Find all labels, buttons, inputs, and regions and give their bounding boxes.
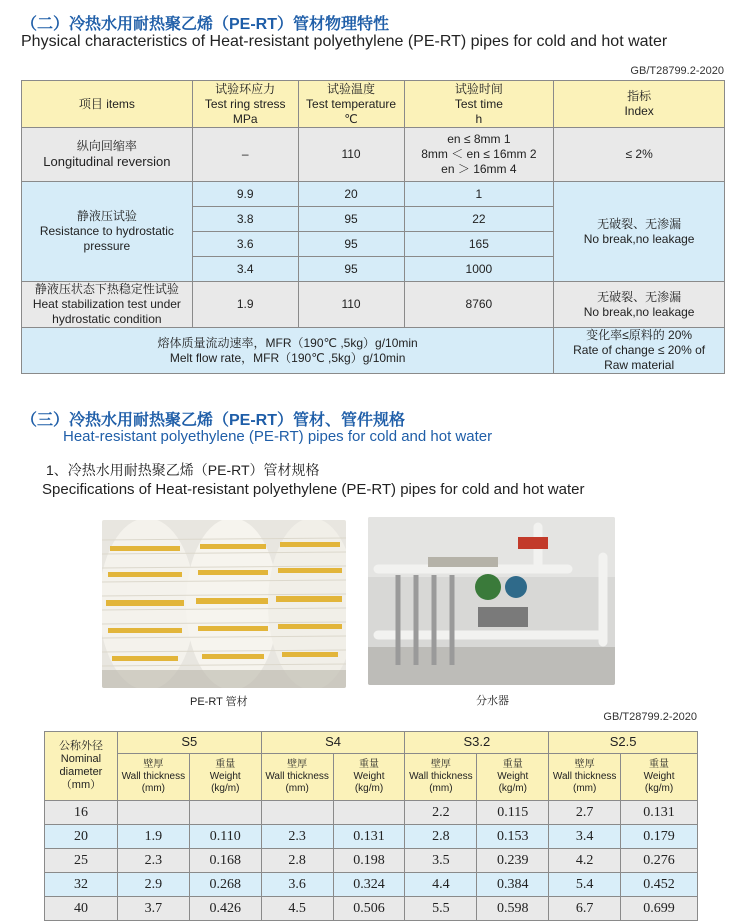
cell: 110 [298, 128, 404, 182]
cell: 5.4 [549, 873, 621, 897]
section2-title-en: Physical characteristics of Heat-resistant polyethylene (PE-RT) pipes for cold and hot water [21, 33, 668, 50]
cell: 0.131 [333, 825, 405, 849]
table-row [45, 825, 698, 849]
cell: 0.598 [477, 897, 549, 921]
header-weight: 重量 Weight (kg/m) [189, 754, 261, 801]
cell: 0.452 [621, 873, 698, 897]
cell: 2.2 [405, 801, 477, 825]
cell: 3.4 [192, 257, 298, 282]
cell: 8760 [404, 282, 554, 328]
cell: 0.198 [333, 849, 405, 873]
cell: 0.506 [333, 897, 405, 921]
cell [117, 801, 189, 825]
cell: 0.179 [621, 825, 698, 849]
header-thickness: 壁厚 Wall thickness (mm) [405, 754, 477, 801]
table-row [22, 328, 725, 374]
cell-diameter: 40 [45, 897, 118, 921]
cell: 1 [404, 182, 554, 207]
cell: 1.9 [192, 282, 298, 328]
cell: 95 [298, 257, 404, 282]
cell-heat-index: 无破裂、无渗漏 No break,no leakage [554, 282, 725, 328]
cell: 0.426 [189, 897, 261, 921]
cell: 0.268 [189, 873, 261, 897]
cell-time-ranges: en ≤ 8mm 1 8mm ＜ en ≤ 16mm 2 en ＞ 16mm 4 [404, 128, 554, 182]
cell: 3.6 [261, 873, 333, 897]
section2-title-cn: （二）冷热水用耐热聚乙烯（PE-RT）管材物理特性 [21, 16, 390, 33]
table-header-row [22, 81, 725, 128]
header-temp: 试验温度 Test temperature ℃ [298, 81, 404, 128]
header-weight: 重量 Weight (kg/m) [477, 754, 549, 801]
pipe-coils-photo [102, 520, 346, 688]
row-label-hydrostatic: 静液压试验 Resistance to hydrostatic pressure [22, 182, 193, 282]
table-row [22, 182, 725, 207]
header-thickness: 壁厚 Wall thickness (mm) [549, 754, 621, 801]
row-label-longitudinal: 纵向回缩率 Longitudinal reversion [22, 128, 193, 182]
cell-diameter: 20 [45, 825, 118, 849]
cell-hydro-index: 无破裂、无渗漏 No break,no leakage [554, 182, 725, 282]
standard-ref: GB/T28799.2-2020 [630, 65, 724, 77]
cell: 0.131 [621, 801, 698, 825]
table-row [45, 873, 698, 897]
header-series-s2-5: S2.5 [549, 732, 698, 754]
cell: 9.9 [192, 182, 298, 207]
cell: 5.5 [405, 897, 477, 921]
section3-title-en: Heat-resistant polyethylene (PE-RT) pipes for cold and hot water [63, 428, 493, 445]
cell: 2.7 [549, 801, 621, 825]
cell: 0.699 [621, 897, 698, 921]
table-row [45, 897, 698, 921]
cell-diameter: 32 [45, 873, 118, 897]
cell: 165 [404, 232, 554, 257]
header-weight: 重量 Weight (kg/m) [621, 754, 698, 801]
cell: 0.324 [333, 873, 405, 897]
row-label-heat-stabilization: 静液压状态下热稳定性试验 Heat stabilization test under hydrostatic condition [22, 282, 193, 328]
cell: 95 [298, 207, 404, 232]
header-index: 指标 Index [554, 81, 725, 128]
subsection-title-en: Specifications of Heat-resistant polyethylene (PE-RT) pipes for cold and hot water [42, 481, 585, 498]
table-row [22, 128, 725, 182]
manifold-image [368, 517, 615, 685]
pipe-coils-image [102, 520, 346, 688]
header-thickness: 壁厚 Wall thickness (mm) [261, 754, 333, 801]
cell: 0.276 [621, 849, 698, 873]
cell: 2.3 [117, 849, 189, 873]
cell: 20 [298, 182, 404, 207]
header-diameter: 公称外径 Nominal diameter （mm） [45, 732, 118, 801]
cell: 3.8 [192, 207, 298, 232]
cell-mfr-index: 变化率≤原料的 20% Rate of change ≤ 20% of Raw material [554, 328, 725, 374]
cell: 1.9 [117, 825, 189, 849]
cell: 3.6 [192, 232, 298, 257]
cell: 2.8 [261, 849, 333, 873]
standard-ref-2: GB/T28799.2-2020 [603, 711, 697, 723]
cell: – [192, 128, 298, 182]
manifold-photo [368, 517, 615, 685]
cell [333, 801, 405, 825]
cell: 0.115 [477, 801, 549, 825]
subsection-title-cn: 1、冷热水用耐热聚乙烯（PE-RT）管材规格 [46, 462, 320, 478]
cell: 2.3 [261, 825, 333, 849]
cell: ≤ 2% [554, 128, 725, 182]
pipe-spec-table [44, 731, 698, 921]
caption-manifold: 分水器 [476, 695, 509, 707]
cell-diameter: 25 [45, 849, 118, 873]
table-subheader-row [45, 754, 698, 801]
cell: 0.239 [477, 849, 549, 873]
spec-table-body [45, 801, 698, 921]
cell: 6.7 [549, 897, 621, 921]
cell: 2.9 [117, 873, 189, 897]
cell-diameter: 16 [45, 801, 118, 825]
cell: 4.2 [549, 849, 621, 873]
caption-pipe: PE-RT 管材 [190, 696, 248, 708]
table-row [45, 849, 698, 873]
section3-title-cn: （三）冷热水用耐热聚乙烯（PE-RT）管材、管件规格 [21, 412, 406, 429]
cell: 4.5 [261, 897, 333, 921]
cell: 3.4 [549, 825, 621, 849]
cell: 0.384 [477, 873, 549, 897]
cell [189, 801, 261, 825]
cell: 0.153 [477, 825, 549, 849]
cell: 2.8 [405, 825, 477, 849]
physical-characteristics-table [21, 80, 725, 374]
header-weight: 重量 Weight (kg/m) [333, 754, 405, 801]
cell: 3.5 [405, 849, 477, 873]
cell: 0.168 [189, 849, 261, 873]
cell: 1000 [404, 257, 554, 282]
header-series-s5: S5 [117, 732, 261, 754]
header-series-s3-2: S3.2 [405, 732, 549, 754]
cell: 110 [298, 282, 404, 328]
cell: 22 [404, 207, 554, 232]
row-label-mfr: 熔体质量流动速率，MFR（190℃ ,5kg）g/10min Melt flow rate，MFR（190℃ ,5kg）g/10min [22, 328, 554, 374]
cell: 4.4 [405, 873, 477, 897]
cell [261, 801, 333, 825]
header-time: 试验时间 Test time h [404, 81, 554, 128]
table-header-row [45, 732, 698, 754]
cell: 0.110 [189, 825, 261, 849]
header-thickness: 壁厚 Wall thickness (mm) [117, 754, 189, 801]
cell: 3.7 [117, 897, 189, 921]
header-series-s4: S4 [261, 732, 405, 754]
header-stress: 试验环应力 Test ring stress MPa [192, 81, 298, 128]
table-row [22, 282, 725, 328]
header-item: 项目 items [22, 81, 193, 128]
table-row [45, 801, 698, 825]
cell: 95 [298, 232, 404, 257]
